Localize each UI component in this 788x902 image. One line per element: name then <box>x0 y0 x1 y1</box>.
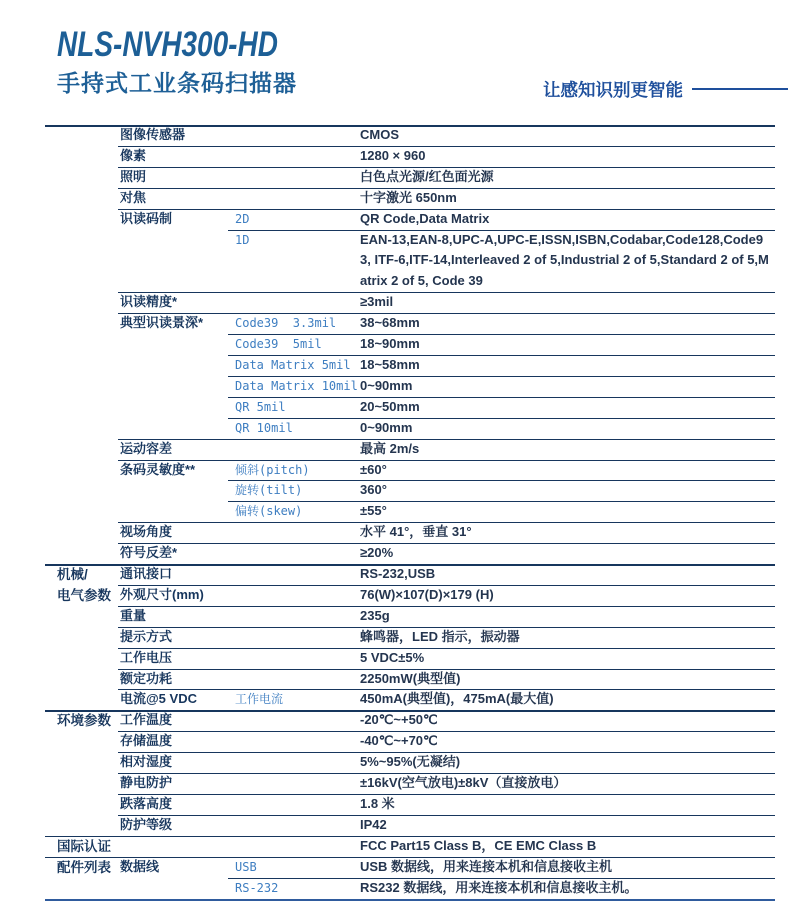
spec-value: 2250mW(典型值) <box>360 670 461 686</box>
section-label-line: 配件列表 <box>57 859 111 875</box>
spec-row <box>45 857 775 878</box>
row-divider-line <box>118 460 775 461</box>
spec-row <box>45 460 775 481</box>
spec-row <box>45 815 775 836</box>
row-divider-line <box>45 836 775 838</box>
spec-value: -40℃~+70℃ <box>360 733 438 749</box>
spec-value: 360° <box>360 482 387 498</box>
spec-subname <box>228 815 358 836</box>
spec-subname <box>228 710 358 731</box>
spec-name <box>118 418 228 439</box>
spec-row <box>45 773 775 794</box>
spec-name: 相对湿度 <box>120 754 173 770</box>
section-label-line: 机械/ <box>57 567 88 583</box>
spec-subname: Data Matrix 10mil <box>235 378 358 393</box>
spec-subname: Code39 3.3mil <box>235 316 337 331</box>
row-divider-line <box>118 773 775 774</box>
spec-value: USB 数据线，用来连接本机和信息接收主机 <box>360 858 613 874</box>
section-label-cell <box>45 167 118 188</box>
spec-value: 0~90mm <box>360 377 413 393</box>
spec-value: 蜂鸣器，LED 指示，振动器 <box>360 628 520 644</box>
spec-name <box>118 836 228 857</box>
spec-subname <box>228 836 358 857</box>
row-divider-line <box>118 167 775 168</box>
section-label <box>57 837 111 858</box>
row-divider-line <box>118 627 775 628</box>
row-divider-line <box>45 125 775 127</box>
spec-subname <box>228 564 358 585</box>
row-divider-line <box>228 355 775 356</box>
spec-name: 跌落高度 <box>120 796 173 811</box>
spec-value: 5%~95%(无凝结) <box>360 754 461 770</box>
section-label-cell <box>45 188 118 209</box>
row-divider-line <box>228 376 775 377</box>
row-divider-line <box>228 334 775 335</box>
product-model-title: NLS-NVH300-HD <box>57 25 278 64</box>
spec-value: 18~58mm <box>360 356 420 372</box>
row-divider-line <box>228 397 775 398</box>
spec-row <box>45 439 775 460</box>
spec-subname <box>228 606 358 627</box>
spec-name: 电流@5 VDC <box>120 691 197 707</box>
spec-subname: 1D <box>235 232 250 247</box>
row-divider-line <box>118 752 775 753</box>
spec-subname: 2D <box>235 211 250 226</box>
brand-slogan-row <box>500 78 788 100</box>
spec-subname: Code39 5mil <box>235 337 322 352</box>
section-label-cell <box>45 648 118 669</box>
spec-name: 像素 <box>120 147 147 163</box>
section-label-cell <box>45 439 118 460</box>
spec-row <box>45 418 775 439</box>
section-label-cell <box>45 689 118 710</box>
spec-name: 外观尺寸(mm) <box>120 586 204 602</box>
spec-row <box>45 125 775 146</box>
spec-row <box>45 585 775 606</box>
product-name-subtitle: 手持式工业条码扫描器 <box>57 70 297 96</box>
spec-row <box>45 710 775 731</box>
spec-subname <box>228 648 358 669</box>
spec-name: 存储温度 <box>120 733 173 749</box>
spec-subname <box>228 773 358 794</box>
row-divider-line <box>118 209 775 210</box>
section-label-cell <box>45 480 118 501</box>
spec-subname <box>228 752 358 773</box>
spec-value: ±16kV(空气放电)±8kV（直接放电） <box>360 775 567 791</box>
spec-value: IP42 <box>360 816 387 832</box>
spec-name: 静电防护 <box>120 775 173 791</box>
section-label-cell <box>45 794 118 815</box>
section-label <box>57 711 111 732</box>
spec-value: 白色点光源/红色面光源 <box>360 168 494 184</box>
section-label-line: 国际认证 <box>57 838 111 854</box>
section-label-cell <box>45 313 118 334</box>
section-label-cell <box>45 857 118 878</box>
spec-row <box>45 543 775 564</box>
row-divider-line <box>118 292 775 293</box>
spec-row <box>45 292 775 313</box>
spec-name: 提示方式 <box>120 628 173 644</box>
section-label-cell <box>45 501 118 522</box>
spec-value: QR Code,Data Matrix <box>360 210 490 226</box>
spec-subname <box>228 585 358 606</box>
spec-subname: RS-232 <box>235 880 279 895</box>
spec-value: 十字激光 650nm <box>360 189 457 205</box>
row-divider-line <box>118 606 775 607</box>
row-divider-line <box>118 669 775 670</box>
spec-subname: Data Matrix 5mil <box>235 357 351 372</box>
section-label-cell <box>45 627 118 648</box>
row-divider-line <box>228 501 775 502</box>
spec-name: 工作电压 <box>120 649 173 665</box>
spec-name: 运动容差 <box>120 440 173 456</box>
spec-subname <box>228 669 358 690</box>
section-label-cell <box>45 731 118 752</box>
section-label-cell <box>45 376 118 397</box>
spec-subname <box>228 794 358 815</box>
row-divider-line <box>228 878 775 879</box>
spec-row <box>45 878 775 899</box>
spec-row <box>45 522 775 543</box>
section-label-cell <box>45 752 118 773</box>
spec-subname <box>228 125 358 146</box>
spec-name: 通讯接口 <box>120 566 173 582</box>
section-label-cell <box>45 125 118 146</box>
spec-value: ±60° <box>360 461 387 477</box>
row-divider-line <box>228 480 775 481</box>
spec-subname: QR 5mil <box>235 399 286 414</box>
spec-subname: 倾斜(pitch) <box>235 462 310 477</box>
spec-row <box>45 669 775 690</box>
row-divider-line <box>118 543 775 544</box>
table-bottom-line <box>45 899 775 901</box>
row-divider-line <box>118 794 775 795</box>
spec-row <box>45 836 775 857</box>
section-label-line: 电气参数 <box>57 587 111 603</box>
section-label-cell <box>45 773 118 794</box>
section-label <box>57 858 111 879</box>
spec-name: 重量 <box>120 607 147 623</box>
spec-name <box>118 501 228 522</box>
spec-name: 工作温度 <box>120 712 173 728</box>
spec-value: RS-232,USB <box>360 566 436 582</box>
spec-value: ±55° <box>360 503 387 519</box>
spec-subname <box>228 167 358 188</box>
spec-value: 水平 41°，垂直 31° <box>360 524 472 540</box>
spec-value: CMOS <box>360 127 399 142</box>
section-label-cell <box>45 878 118 899</box>
spec-name <box>118 355 228 376</box>
row-divider-line <box>118 648 775 649</box>
spec-value: -20℃~+50℃ <box>360 712 438 728</box>
spec-name: 防护等级 <box>120 816 173 832</box>
row-divider-line <box>118 313 775 314</box>
section-label-cell <box>45 397 118 418</box>
row-divider-line <box>118 585 775 586</box>
row-divider-line <box>228 230 775 231</box>
brand-slogan: 让感知识别更智能 <box>543 79 683 100</box>
spec-row <box>45 397 775 418</box>
section-label-cell <box>45 418 118 439</box>
spec-name: 照明 <box>120 168 147 184</box>
spec-subname: 偏转(skew) <box>235 504 303 519</box>
slogan-rule-line <box>692 88 788 91</box>
spec-value: FCC Part15 Class B，CE EMC Class B <box>360 837 597 853</box>
section-label-cell <box>45 334 118 355</box>
spec-subname: 旋转(tilt) <box>235 483 303 498</box>
spec-row <box>45 627 775 648</box>
spec-row <box>45 501 775 522</box>
row-divider-line <box>118 146 775 147</box>
section-label-cell <box>45 606 118 627</box>
spec-row <box>45 146 775 167</box>
section-label-cell <box>45 710 118 731</box>
spec-subname <box>228 439 358 460</box>
spec-name: 图像传感器 <box>120 127 186 142</box>
spec-name: 识读精度* <box>120 294 178 310</box>
spec-name <box>118 376 228 397</box>
row-divider-line <box>228 418 775 419</box>
section-label-cell <box>45 230 118 293</box>
spec-subname <box>228 522 358 543</box>
spec-subname: QR 10mil <box>235 420 293 435</box>
section-label-cell <box>45 543 118 564</box>
row-divider-line <box>118 689 775 690</box>
spec-subname <box>228 146 358 167</box>
spec-row <box>45 209 775 230</box>
spec-row <box>45 230 775 293</box>
section-label-cell <box>45 669 118 690</box>
spec-value: RS232 数据线，用来连接本机和信息接收主机。 <box>360 879 638 895</box>
spec-value: 20~50mm <box>360 398 420 414</box>
spec-row <box>45 606 775 627</box>
spec-name <box>118 334 228 355</box>
section-label-line: 环境参数 <box>57 713 111 729</box>
spec-row <box>45 794 775 815</box>
spec-subname: USB <box>235 859 257 874</box>
spec-row <box>45 167 775 188</box>
row-divider-line <box>118 731 775 732</box>
spec-subname <box>228 292 358 313</box>
spec-subname <box>228 731 358 752</box>
spec-table <box>45 125 775 901</box>
section-label-cell <box>45 209 118 230</box>
spec-row <box>45 334 775 355</box>
spec-row <box>45 376 775 397</box>
spec-name <box>118 397 228 418</box>
spec-subname <box>228 543 358 564</box>
section-label-cell <box>45 836 118 857</box>
spec-value: 450mA(典型值)，475mA(最大值) <box>360 691 554 707</box>
spec-value: 1280 × 960 <box>360 147 426 163</box>
row-divider-line <box>45 710 775 712</box>
spec-row <box>45 480 775 501</box>
section-label-cell <box>45 460 118 481</box>
spec-name: 符号反差* <box>120 545 178 561</box>
spec-subname <box>228 188 358 209</box>
spec-subname: 工作电流 <box>235 692 284 707</box>
spec-name: 条码灵敏度** <box>120 461 196 477</box>
spec-name: 对焦 <box>120 189 147 205</box>
spec-row <box>45 689 775 710</box>
spec-value: ≥20% <box>360 545 394 561</box>
section-label-cell <box>45 146 118 167</box>
spec-name: 额定功耗 <box>120 670 173 686</box>
spec-name: 视场角度 <box>120 524 173 540</box>
spec-row <box>45 752 775 773</box>
spec-value: 38~68mm <box>360 315 420 331</box>
section-label-cell <box>45 355 118 376</box>
spec-value: 5 VDC±5% <box>360 649 425 665</box>
spec-value: 1.8 米 <box>360 796 395 811</box>
row-divider-line <box>118 522 775 523</box>
row-divider-line <box>118 815 775 816</box>
spec-value: EAN-13,EAN-8,UPC-A,UPC-E,ISSN,ISBN,Codabar,Code128,Code93, ITF-6,ITF-14,Interleaved 2 of 5,Industrial 2 of 5,Standard 2 of 5,Matrix 2 of 5, Code 39 <box>360 231 769 289</box>
row-divider-line <box>45 857 775 859</box>
spec-row <box>45 648 775 669</box>
spec-row <box>45 355 775 376</box>
spec-name: 典型识读景深* <box>120 315 204 331</box>
spec-name <box>118 480 228 501</box>
spec-value: 18~90mm <box>360 336 420 352</box>
spec-value: 76(W)×107(D)×179 (H) <box>360 586 494 602</box>
spec-value: 235g <box>360 607 390 623</box>
spec-row <box>45 188 775 209</box>
section-label-cell <box>45 522 118 543</box>
section-label-cell <box>45 292 118 313</box>
spec-value: 最高 2m/s <box>360 440 420 456</box>
row-divider-line <box>118 439 775 440</box>
spec-subname <box>228 627 358 648</box>
spec-name <box>118 878 228 899</box>
spec-value: ≥3mil <box>360 294 394 310</box>
spec-value: 0~90mm <box>360 419 413 435</box>
row-divider-line <box>118 188 775 189</box>
section-label-cell <box>45 585 118 606</box>
row-divider-line <box>45 564 775 566</box>
section-label-cell <box>45 815 118 836</box>
spec-row <box>45 731 775 752</box>
spec-row <box>45 313 775 334</box>
section-label-cell <box>45 564 118 603</box>
spec-name: 数据线 <box>120 858 160 874</box>
spec-name: 识读码制 <box>120 210 173 226</box>
spec-name <box>118 230 228 293</box>
